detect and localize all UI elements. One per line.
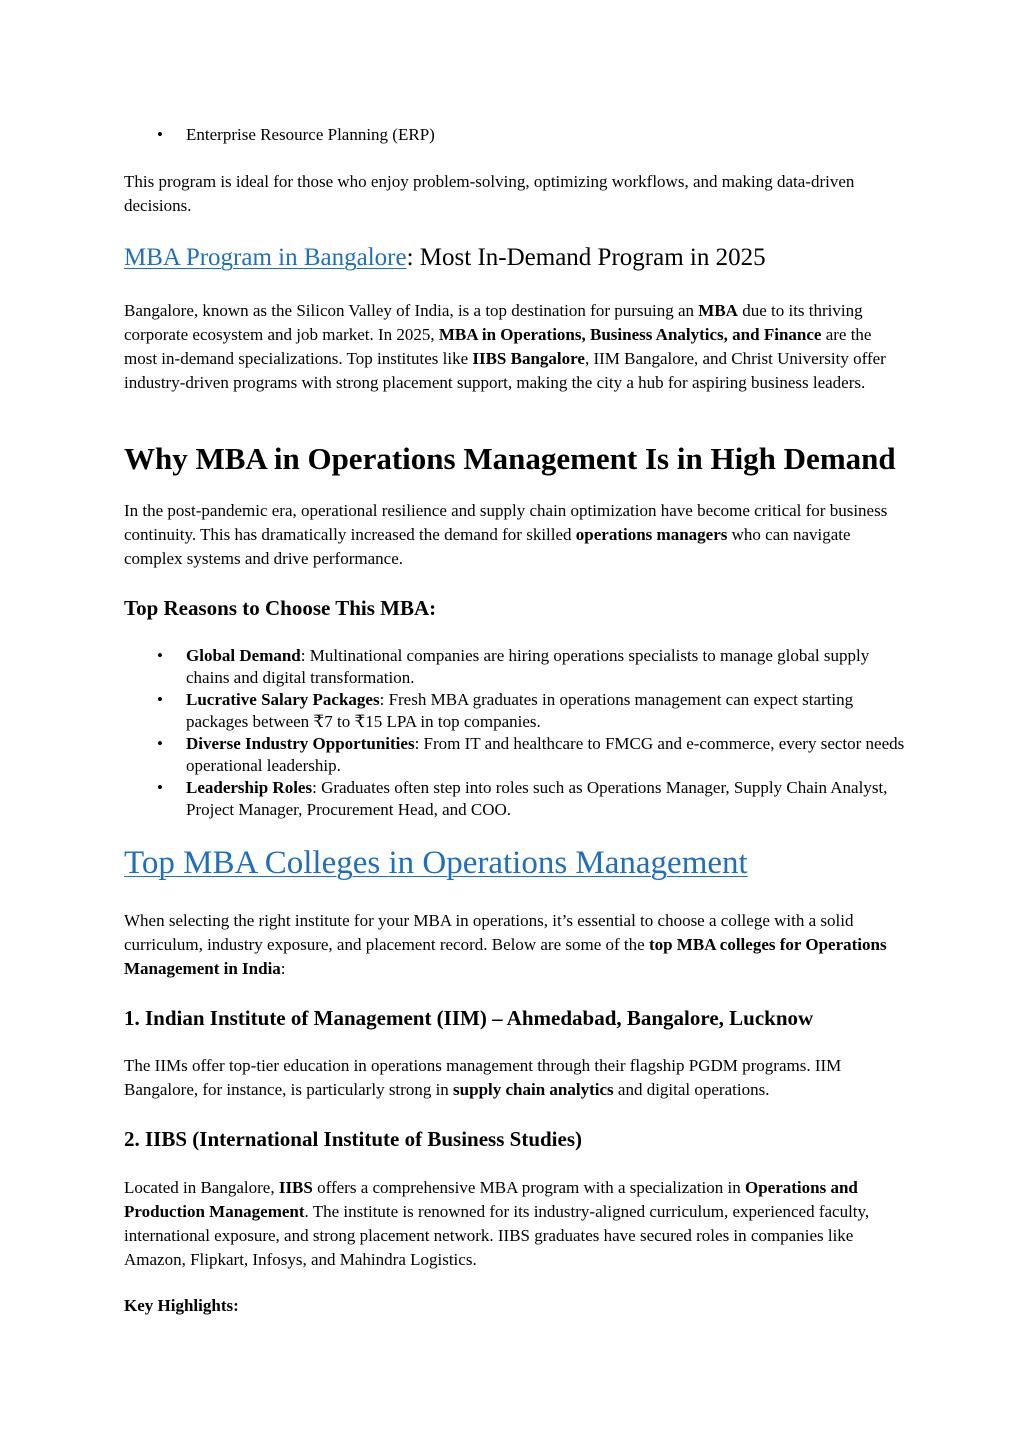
why-mba-paragraph	[124, 499, 904, 571]
college-1-heading: 1. Indian Institute of Management (IIM) – Ahmedabad, Bangalore, Lucknow	[124, 1006, 814, 1030]
mba-program-bangalore-link[interactable]: MBA Program in Bangalore	[124, 244, 407, 271]
reason-text: : Multinational companies are hiring operations specialists to manage global supply chains and digital transformation.	[186, 646, 870, 687]
text-run: The IIMs offer top-tier education in operations management through their flagship PGDM programs. IIM Bangalore, for instance, is particularly strong in	[124, 1056, 842, 1099]
text-run: , IIM Bangalore, and Christ University offer industry-driven programs with strong placement support, making the city a hub for aspiring business leaders.	[124, 349, 886, 392]
text-run: In the post-pandemic era, operational resilience and supply chain optimization have become critical for business continuity. This has dramatically increased the demand for skilled	[124, 501, 888, 544]
list-item	[124, 777, 914, 821]
college-1-paragraph	[124, 1054, 904, 1102]
bullet-icon: •	[157, 125, 163, 144]
bangalore-paragraph	[124, 299, 904, 395]
text-run: Located in Bangalore,	[124, 1178, 279, 1197]
why-mba-heading: Why MBA in Operations Management Is in High Demand	[124, 441, 896, 476]
bold-run: IIBS Bangalore	[472, 349, 585, 368]
reason-title: Diverse Industry Opportunities	[186, 734, 415, 753]
text-run: offers a comprehensive MBA program with a specialization in	[312, 1178, 745, 1197]
reason-text: : From IT and healthcare to FMCG and e-commerce, every sector needs operational leadership.	[186, 734, 905, 775]
erp-list	[124, 124, 914, 146]
list-item	[124, 645, 914, 689]
reason-title: Leadership Roles	[186, 778, 313, 797]
key-highlights-heading: Key Highlights:	[124, 1296, 239, 1315]
bullet-icon: •	[157, 690, 163, 709]
college-2-paragraph	[124, 1176, 904, 1272]
bold-run: supply chain analytics	[453, 1080, 614, 1099]
top-mba-colleges-link[interactable]: Top MBA Colleges in Operations Management	[124, 845, 748, 881]
reason-text: : Graduates often step into roles such as Operations Manager, Supply Chain Analyst, Project Manager, Procurement Head, and COO.	[186, 778, 888, 819]
reasons-list	[124, 645, 914, 821]
text-run: are the most in-demand specializations. Top institutes like	[124, 325, 872, 368]
bold-run: operations managers	[575, 525, 728, 544]
bold-run: MBA	[698, 301, 738, 320]
reason-text: : Fresh MBA graduates in operations management can expect starting packages between ₹7 to ₹15 LPA in top companies.	[186, 690, 854, 731]
intro-paragraph: This program is ideal for those who enjoy problem-solving, optimizing workflows, and making data-driven decisions.	[124, 172, 855, 215]
bullet-icon: •	[157, 646, 163, 665]
text-run: who can navigate complex systems and drive performance.	[124, 525, 851, 568]
text-run: When selecting the right institute for your MBA in operations, it’s essential to choose a college with a solid curriculum, industry exposure, and placement record. Below are some of the	[124, 911, 854, 954]
reason-title: Global Demand	[186, 646, 301, 665]
text-run: and digital operations.	[613, 1080, 770, 1099]
bullet-icon: •	[157, 734, 163, 753]
text-run: :	[280, 959, 286, 978]
top-reasons-heading: Top Reasons to Choose This MBA:	[124, 596, 437, 620]
top-colleges-heading	[124, 843, 748, 883]
text-run: . The institute is renowned for its industry-aligned curriculum, experienced faculty, international exposure, and strong placement network. IIBS graduates have secured roles in companies like Amazon, Flipkart, Infosys, and Mahindra Logistics.	[124, 1202, 870, 1269]
list-item	[124, 124, 914, 146]
bangalore-heading	[124, 242, 766, 274]
reason-title: Lucrative Salary Packages	[186, 690, 380, 709]
bold-run: IIBS	[278, 1178, 313, 1197]
text-run: Bangalore, known as the Silicon Valley of India, is a top destination for pursuing an	[124, 301, 699, 320]
bold-run: Operations and Production Management	[124, 1178, 858, 1221]
list-item	[124, 733, 914, 777]
bold-run: top MBA colleges for Operations Management in India	[124, 935, 887, 978]
bangalore-heading-rest: : Most In-Demand Program in 2025	[406, 244, 766, 271]
text-run: due to its thriving corporate ecosystem and job market. In 2025,	[124, 301, 863, 344]
bullet-icon: •	[157, 778, 163, 797]
college-2-heading: 2. IIBS (International Institute of Business Studies)	[124, 1127, 583, 1151]
list-item-text: Enterprise Resource Planning (ERP)	[186, 125, 435, 144]
bold-run: MBA in Operations, Business Analytics, and Finance	[438, 325, 822, 344]
colleges-paragraph	[124, 909, 904, 981]
list-item	[124, 689, 914, 733]
